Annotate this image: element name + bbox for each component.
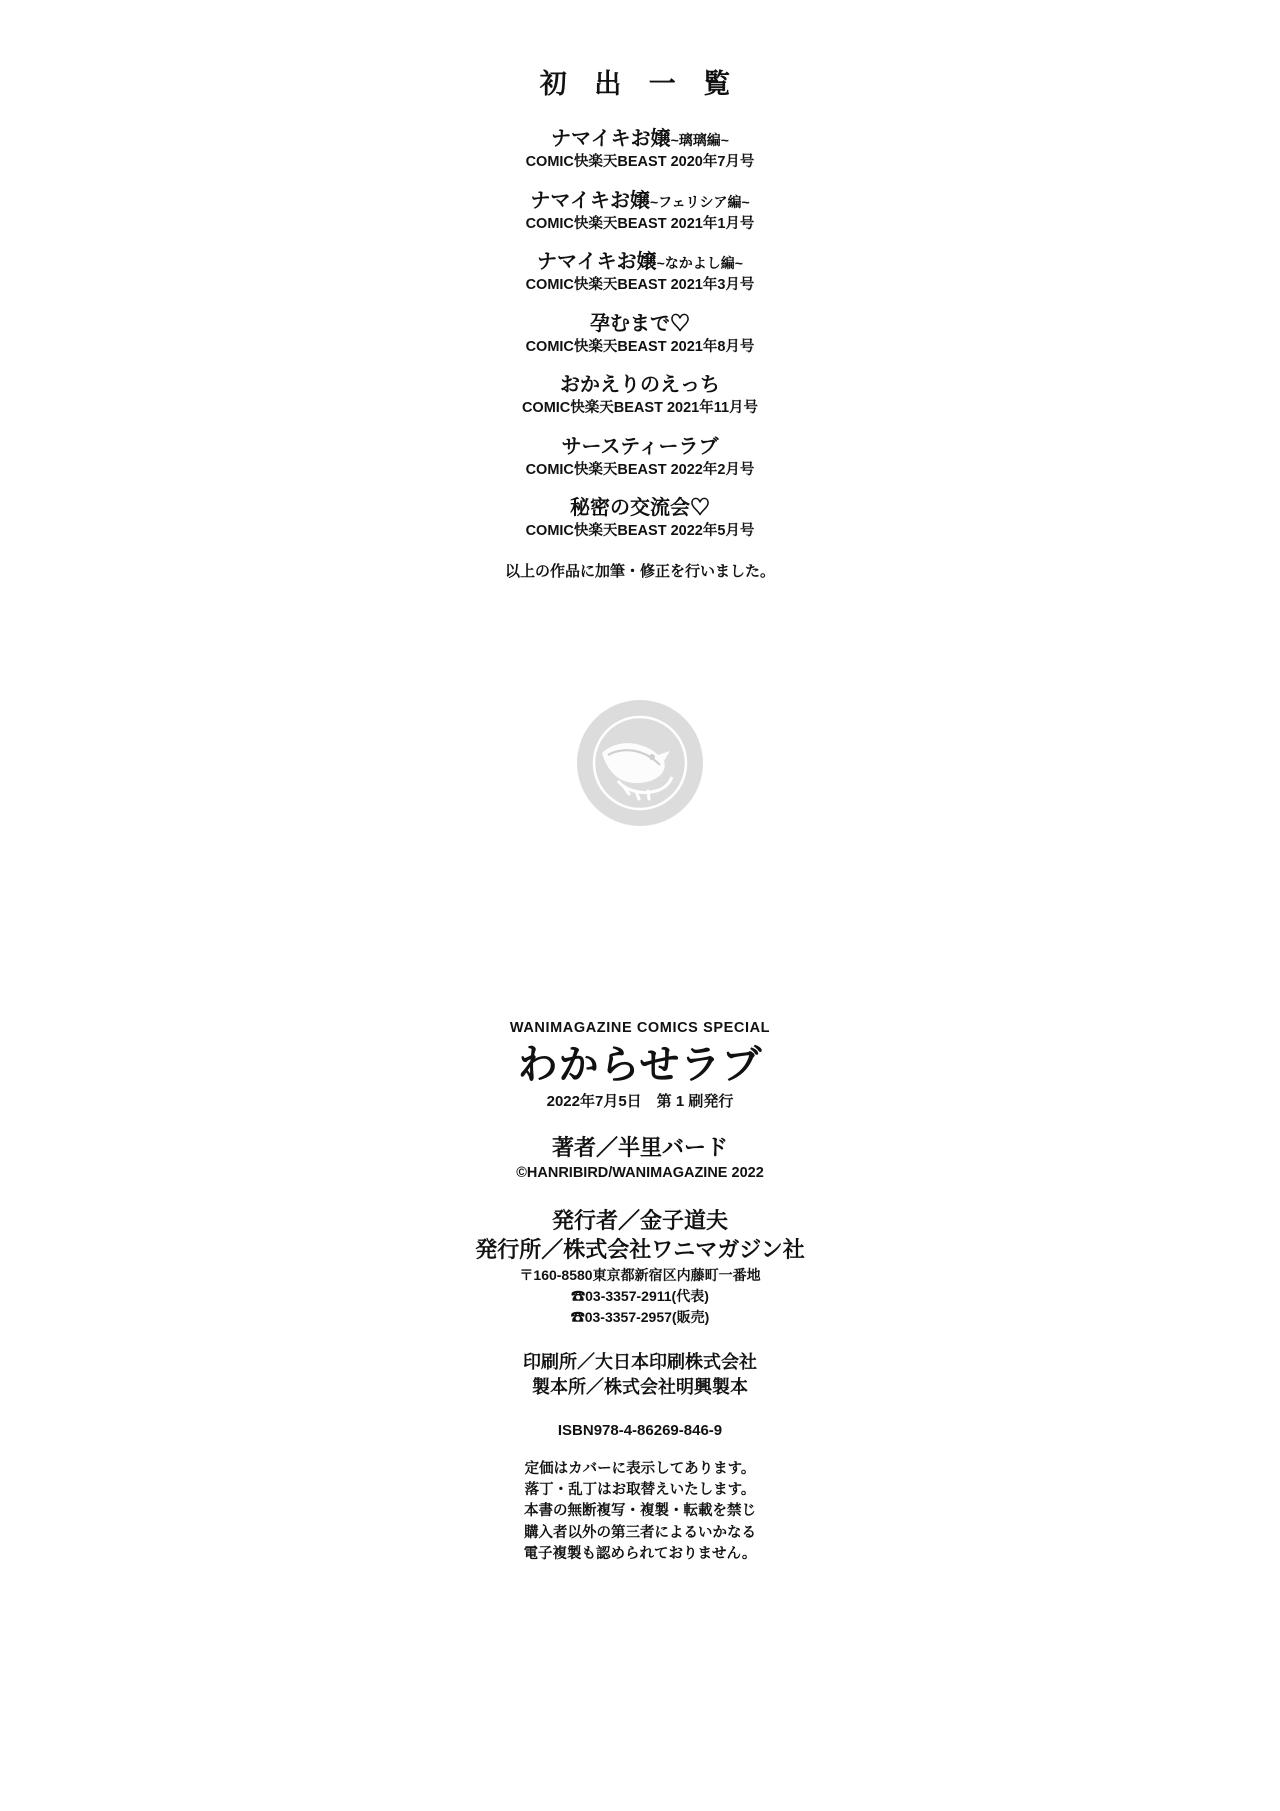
credit-title bbox=[0, 312, 1280, 337]
colophon-book-title: わからせラブ bbox=[517, 1043, 763, 1087]
credit-source: COMIC快楽天BEAST 2021年3月号 bbox=[525, 277, 755, 294]
credit-entry bbox=[0, 189, 1280, 235]
credit-entry bbox=[0, 127, 1280, 173]
colophon-legal-notice bbox=[0, 1459, 1280, 1564]
credit-title-main: サースティーラブ bbox=[561, 435, 719, 458]
colophon-address: 〒160-8580東京都新宿区内藤町一番地 bbox=[519, 1267, 761, 1284]
credit-entry bbox=[0, 496, 1280, 542]
credit-entry bbox=[0, 435, 1280, 481]
credit-entry bbox=[0, 250, 1280, 296]
credit-entry bbox=[0, 373, 1280, 419]
credit-title bbox=[0, 496, 1280, 521]
credit-title-main: 孕むまで♡ bbox=[590, 312, 690, 335]
credit-title bbox=[0, 127, 1280, 152]
colophon-publisher-person: 発行者／金子道夫 bbox=[551, 1207, 728, 1233]
credit-title bbox=[0, 373, 1280, 398]
colophon-publisher-group bbox=[0, 1206, 1280, 1328]
colophon-phone-sales: ☎03-3357-2957(販売) bbox=[570, 1309, 710, 1326]
credit-source: COMIC快楽天BEAST 2020年7月号 bbox=[525, 154, 755, 170]
colophon-binder: 製本所／株式会社明興製本 bbox=[532, 1377, 748, 1398]
legal-line: 落丁・乱丁はお取替えいたします。 bbox=[524, 1482, 756, 1499]
first-appearance-section bbox=[0, 62, 1280, 581]
credit-source: COMIC快楽天BEAST 2021年11月号 bbox=[521, 400, 759, 417]
colophon-section bbox=[0, 1020, 1280, 1565]
emblem-container bbox=[0, 700, 1280, 826]
first-appearance-heading: 初 出 一 覧 bbox=[539, 69, 741, 99]
colophon-copyright: ©HANRIBIRD/WANIMAGAZINE 2022 bbox=[516, 1164, 764, 1181]
credit-title-sub: ~なかよし編~ bbox=[656, 255, 743, 272]
colophon-author-group bbox=[0, 1133, 1280, 1184]
wanimagazine-crocodile-emblem-icon bbox=[577, 700, 703, 826]
credit-source: COMIC快楽天BEAST 2021年1月号 bbox=[525, 215, 755, 232]
legal-line: 購入者以外の第三者によるいかなる bbox=[524, 1524, 756, 1541]
credit-title-main: 秘密の交流会♡ bbox=[570, 497, 710, 520]
colophon-publisher-company: 発行所／株式会社ワニマガジン社 bbox=[475, 1237, 805, 1263]
colophon-production-group bbox=[0, 1350, 1280, 1400]
colophon-phone-main: ☎03-3357-2911(代表) bbox=[571, 1288, 709, 1305]
colophon-author: 著者／半里バード bbox=[551, 1135, 728, 1160]
credit-source: COMIC快楽天BEAST 2021年8月号 bbox=[525, 338, 755, 355]
credit-title-main: ナマイキお嬢 bbox=[551, 128, 671, 150]
credit-title bbox=[0, 435, 1280, 460]
credit-source: COMIC快楽天BEAST 2022年2月号 bbox=[525, 461, 755, 478]
credit-title-sub: ~璃璃編~ bbox=[670, 132, 729, 148]
colophon-series-label: WANIMAGAZINE COMICS SPECIAL bbox=[509, 1020, 771, 1036]
first-appearance-note: 以上の作品に加筆・修正を行いました。 bbox=[504, 562, 775, 580]
credit-title-sub: ~フェリシア編~ bbox=[649, 193, 750, 210]
legal-line: 定価はカバーに表示してあります。 bbox=[524, 1461, 756, 1478]
colophon-publication-date: 2022年7月5日 第 1 刷発行 bbox=[546, 1093, 734, 1110]
credit-source: COMIC快楽天BEAST 2022年5月号 bbox=[525, 523, 755, 540]
credit-title-main: ナマイキお嬢 bbox=[537, 251, 657, 274]
colophon-printer: 印刷所／大日本印刷株式会社 bbox=[523, 1352, 757, 1373]
legal-line: 電子複製も認められておりません。 bbox=[523, 1545, 757, 1562]
credit-entry bbox=[0, 312, 1280, 358]
credit-title-main: ナマイキお嬢 bbox=[530, 189, 650, 212]
colophon-isbn: ISBN978-4-86269-846-9 bbox=[557, 1422, 723, 1440]
credit-title bbox=[0, 250, 1280, 275]
credit-title bbox=[0, 189, 1280, 214]
legal-line: 本書の無断複写・複製・転載を禁じ bbox=[524, 1503, 756, 1520]
credit-title-main: おかえりのえっち bbox=[560, 374, 720, 397]
